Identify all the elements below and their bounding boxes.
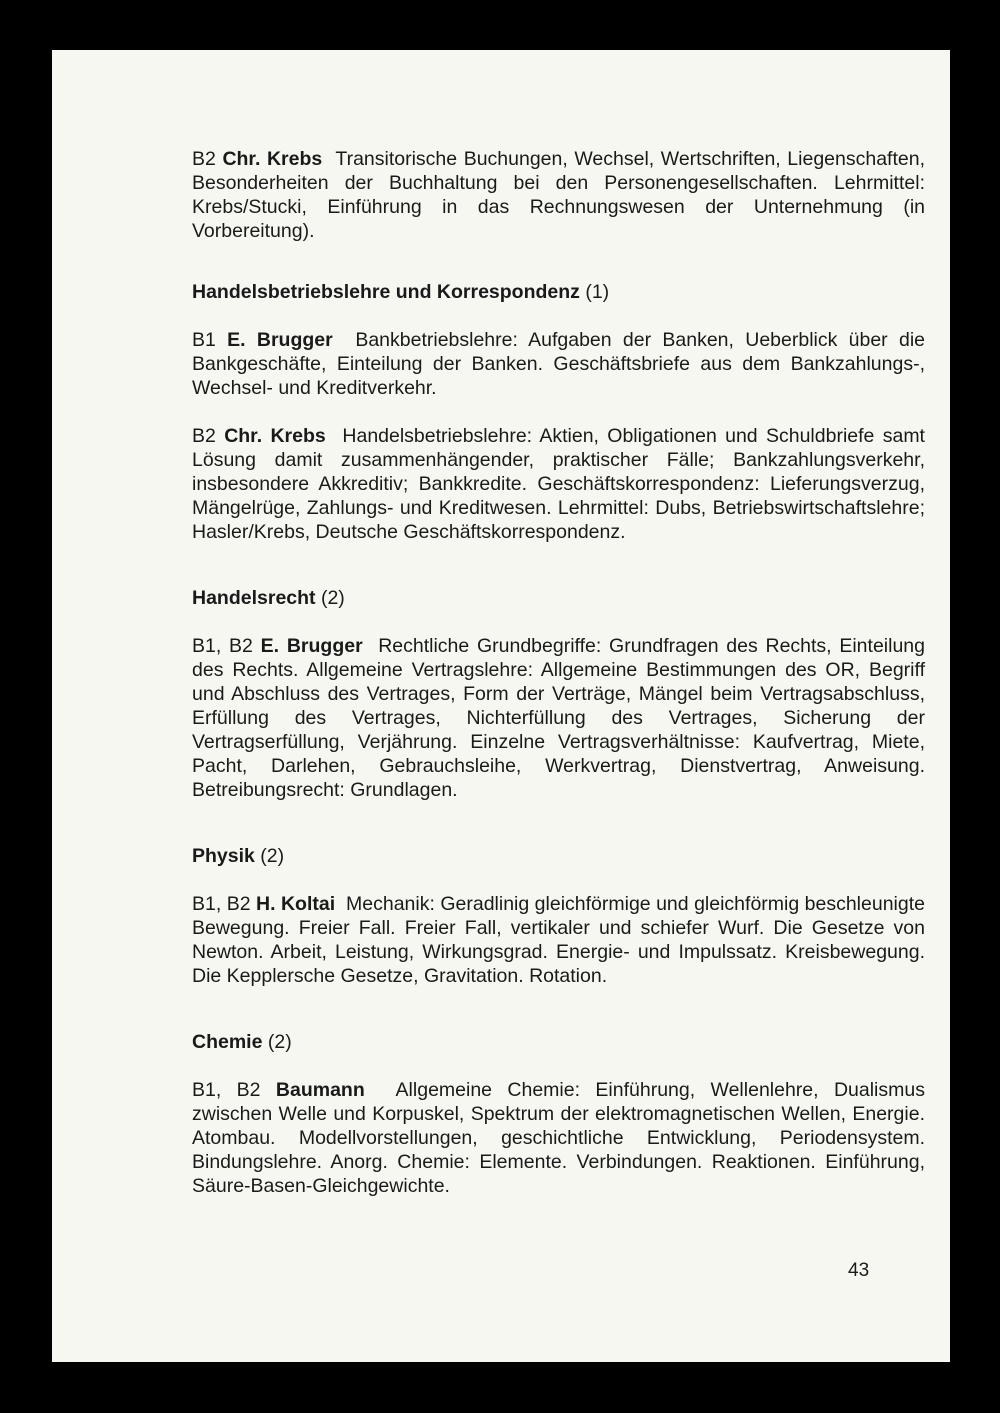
heading-hours: (2)	[320, 587, 345, 609]
entry-b1b2-brugger-recht	[192, 634, 925, 802]
entry-teacher: E. Brugger	[260, 635, 363, 657]
entry-b1-brugger-bank	[192, 328, 925, 400]
entry-teacher: Chr. Krebs	[224, 425, 326, 447]
entry-b2-krebs-buchhaltung	[192, 147, 925, 243]
heading-title: Chemie	[192, 1031, 263, 1053]
heading-hours: (2)	[260, 845, 285, 867]
entry-teacher: H. Koltai	[256, 893, 336, 915]
entry-teacher: Chr. Krebs	[222, 148, 323, 170]
heading-title: Physik	[192, 845, 255, 867]
entry-prefix: B2	[192, 148, 223, 170]
heading-handelsbetriebslehre	[192, 280, 925, 304]
entry-prefix: B1	[192, 329, 228, 351]
heading-title: Handelsbetriebslehre und Korrespondenz	[192, 281, 580, 303]
entry-text: Transitorische Buchungen, Wechsel, Wertschriften, Liegenschaften, Besonderheiten der Buchhaltung bei den Personengesellschaften. Lehrmittel: Krebs/Stucki, Einführung in das Rechnungswesen der Unternehmung (in Vorbereitung).	[192, 148, 925, 242]
heading-handelsrecht	[192, 586, 925, 610]
entry-teacher: Baumann	[275, 1079, 365, 1101]
entry-text: Allgemeine Chemie: Einführung, Wellenlehre, Dualismus zwischen Welle und Korpuskel, Spektrum der elektromagnetischen Wellen, Energie. Atombau. Modellvorstellungen, geschichtliche Entwicklung, Periodensystem. Bindungslehre. Anorg. Chemie: Elemente. Verbindungen. Reaktionen. Einführung, Säure-Basen-Gleichgewichte.	[192, 1079, 925, 1197]
page-number: 43	[848, 1260, 870, 1281]
entry-prefix: B1, B2	[192, 1079, 276, 1101]
document-page	[52, 50, 950, 1362]
entry-prefix: B2	[192, 425, 225, 447]
heading-physik	[192, 844, 925, 868]
entry-prefix: B1, B2	[192, 635, 261, 657]
entry-b1b2-baumann-chemie	[192, 1078, 925, 1198]
heading-hours: (1)	[585, 281, 610, 303]
entry-text: Handelsbetriebslehre: Aktien, Obligationen und Schuldbriefe samt Lösung damit zusammenhängender, praktischer Fälle; Bankzahlungsverkehr, insbesondere Akkreditiv; Bankkredite. Geschäftskorrespondenz: Lieferungsverzug, Mängelrüge, Zahlungs- und Kreditwesen. Lehrmittel: Dubs, Betriebswirtschaftslehre; Hasler/Krebs, Deutsche Geschäftskorrespondenz.	[192, 425, 925, 543]
heading-chemie	[192, 1030, 925, 1054]
heading-title: Handelsrecht	[192, 587, 316, 609]
entry-text: Rechtliche Grundbegriffe: Grundfragen des Rechts, Einteilung des Rechts. Allgemeine Vertragslehre: Allgemeine Bestimmungen des OR, Begriff und Abschluss des Vertrages, Form der Verträge, Mängel beim Vertragsabschluss, Erfüllung des Vertrages, Nichterfüllung des Vertrages, Sicherung der Vertragserfüllung, Verjährung. Einzelne Vertragsverhältnisse: Kaufvertrag, Miete, Pacht, Darlehen, Gebrauchsleihe, Werkvertrag, Dienstvertrag, Anweisung. Betreibungsrecht: Grundlagen.	[192, 635, 925, 801]
entry-prefix: B1, B2	[192, 893, 257, 915]
entry-b2-krebs-handel	[192, 424, 925, 544]
entry-b1b2-koltai-physik	[192, 892, 925, 988]
entry-teacher: E. Brugger	[227, 329, 333, 351]
heading-hours: (2)	[267, 1031, 292, 1053]
page-content	[192, 147, 925, 1198]
entry-text: Bankbetriebslehre: Aufgaben der Banken, Ueberblick über die Bankgeschäfte, Einteilung der Banken. Geschäftsbriefe aus dem Bankzahlungs-, Wechsel- und Kreditverkehr.	[192, 329, 925, 399]
entry-text: Mechanik: Geradlinig gleichförmige und gleichförmig beschleunigte Bewegung. Freier Fall. Freier Fall, vertikaler und schiefer Wurf. Die Gesetze von Newton. Arbeit, Leistung, Wirkungsgrad. Energie- und Impulssatz. Kreisbewegung. Die Kepplersche Gesetze, Gravitation. Rotation.	[192, 893, 925, 987]
